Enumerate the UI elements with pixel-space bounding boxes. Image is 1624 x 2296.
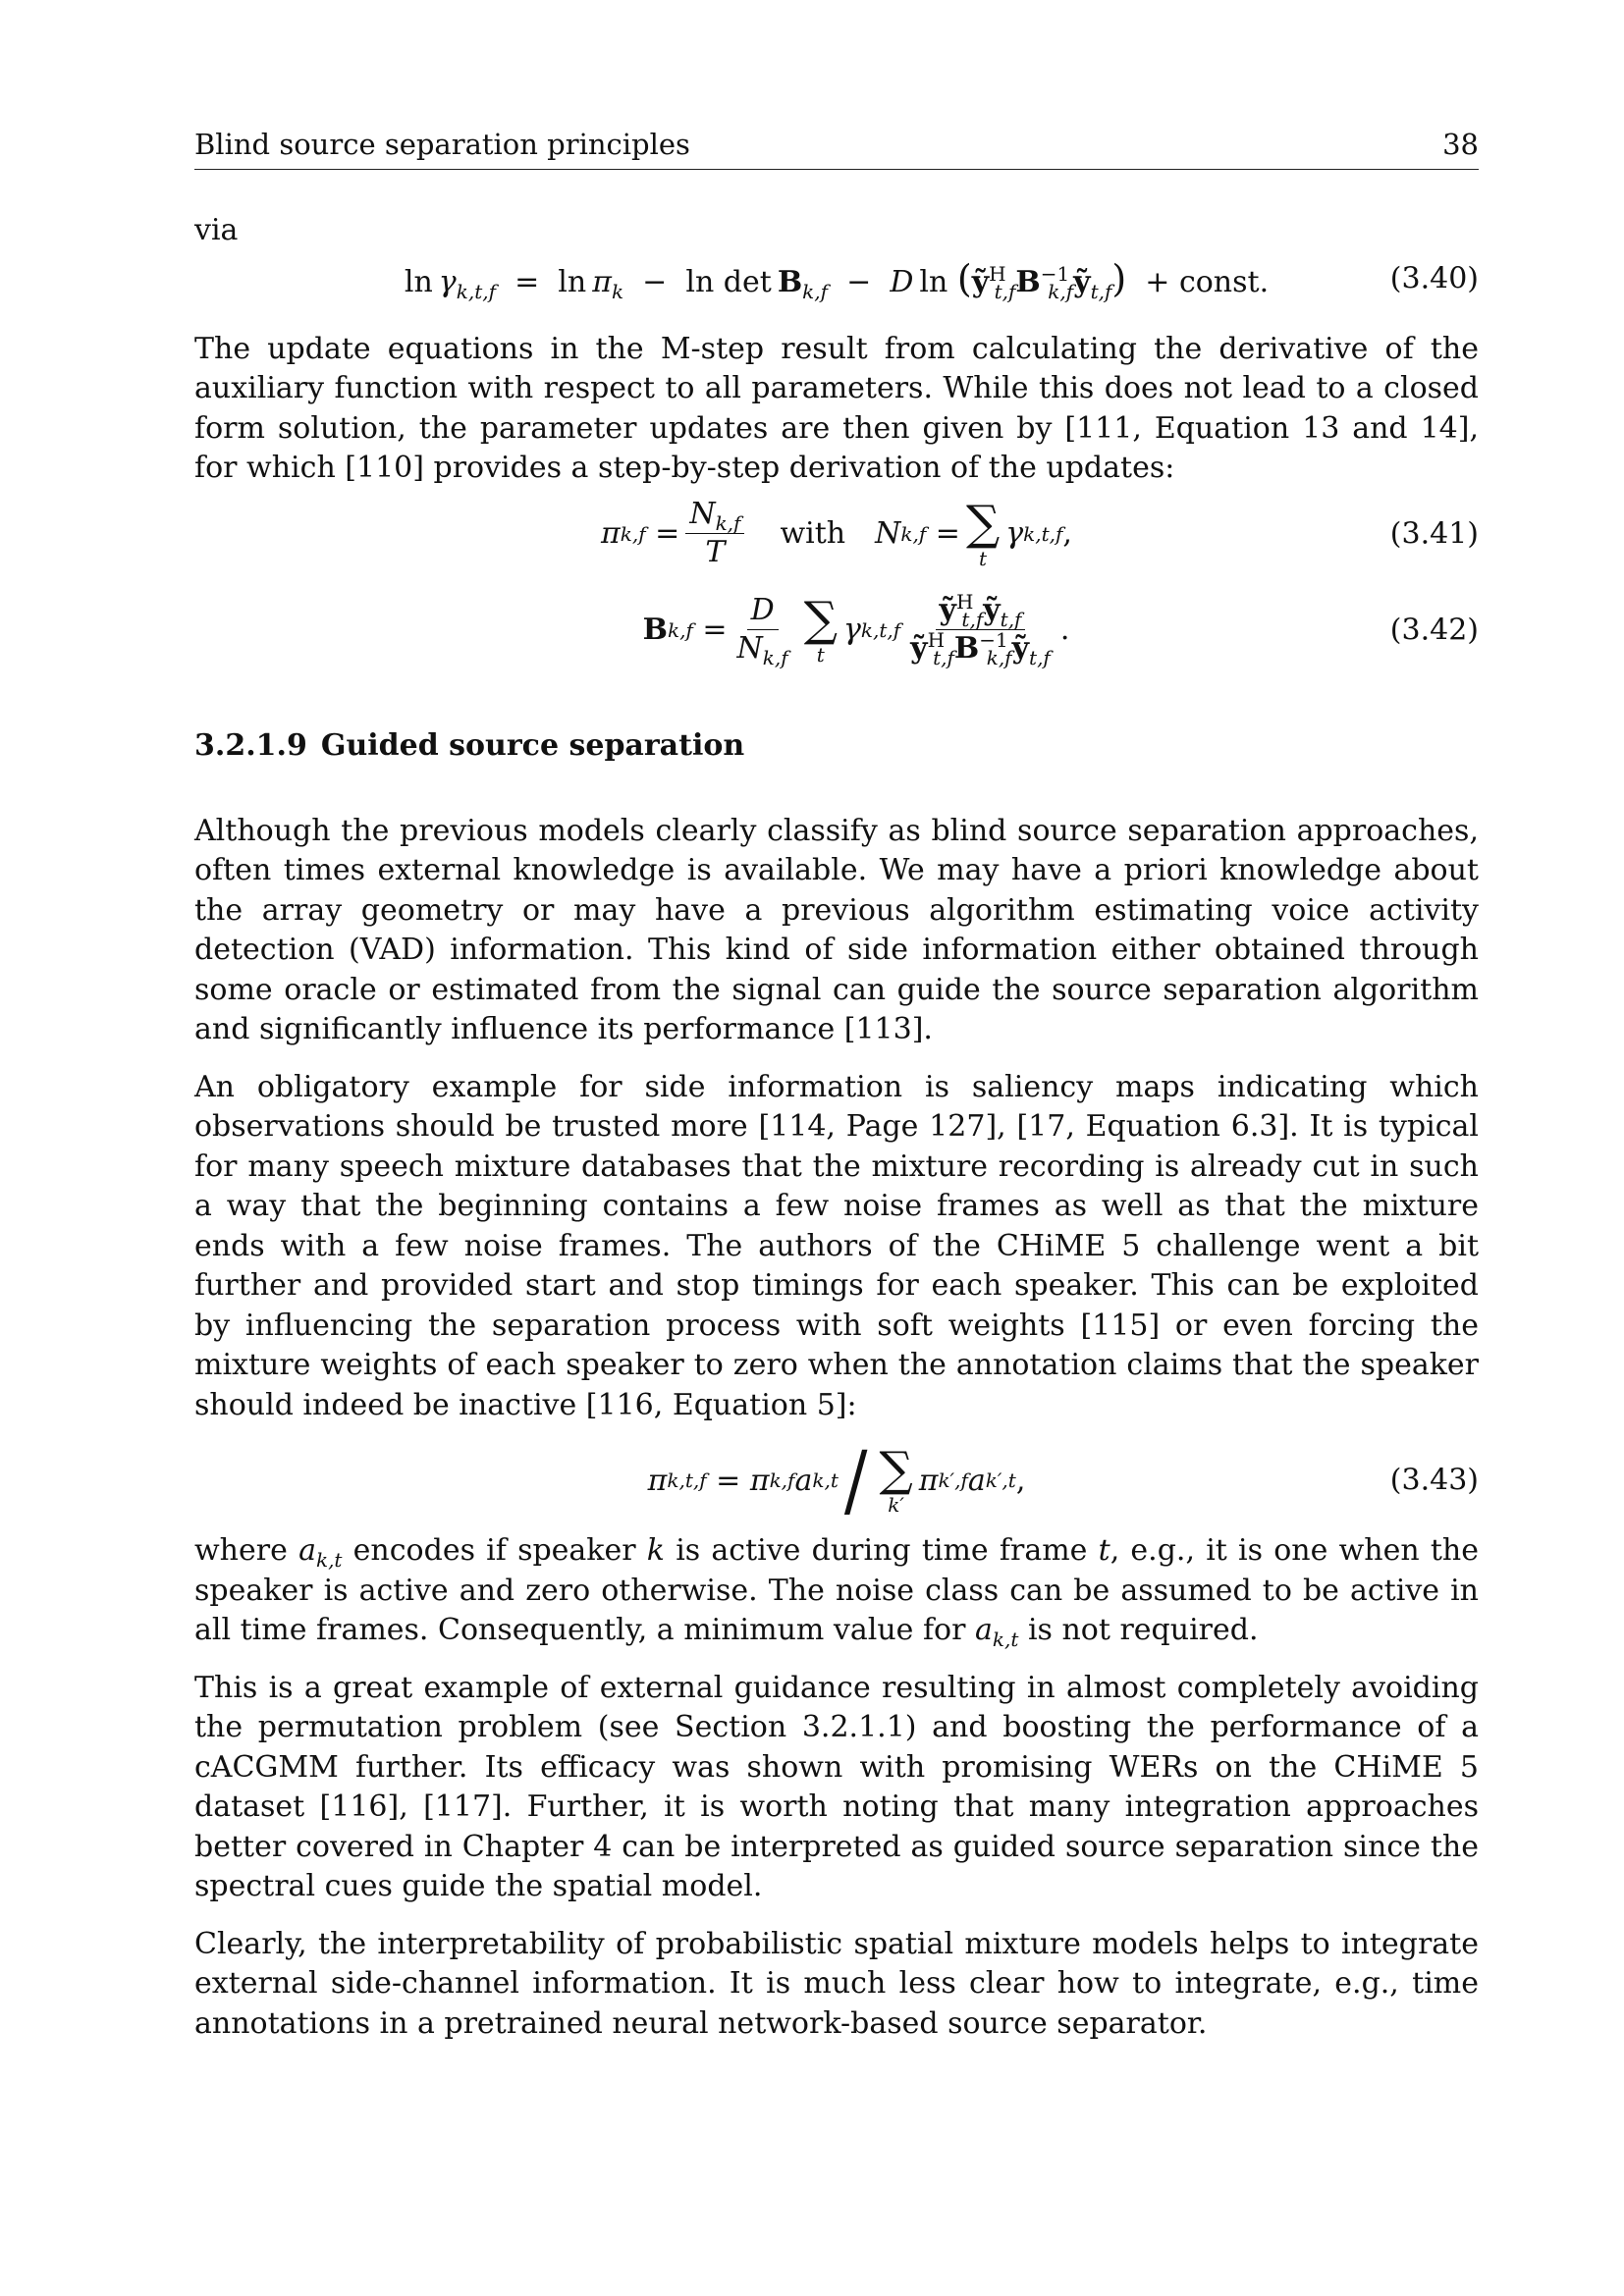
- running-header: [194, 128, 1479, 170]
- const-term: + const.: [1145, 264, 1270, 299]
- paragraph-side-information: An obligatory example for side information is saliency maps indicating which observations should be trusted more [114, Page 127], [17, Equation 6.3]. It is typical for many speech mixture databases that the mixture recording is already cut in such a way that the beginning contains a few noise frames as well as that the mixture ends with a few noise frames. The authors of the CHiME 5 challenge went a bit further and provided start and stop timings for each speaker. This can be exploited by influencing the separation process with soft weights [115] or even forcing the mixture weights of each speaker to zero when the annotation claims that the speaker should indeed be inactive [116, Equation 5]:: [194, 1069, 1479, 1422]
- paragraph-external-guidance: This is a great example of external guidance resulting in almost completely avoiding the permutation problem (see Section 3.2.1.1) and boosting the performance of a cACGMM further. Its efficacy was shown with promising WERs on the CHiME 5 dataset [116], [117]. Further, it is worth noting that many integration approaches better covered in Chapter 4 can be interpreted as guided source separation since the spectral cues guide the spatial model.: [194, 1670, 1479, 1903]
- fraction: $\frac{ỹ^H_{t,f}ỹ_{t,f}}{ỹ^H_{t,f}B^{-1}_{k,f}ỹ_{t,f}}$: [910, 589, 1051, 669]
- summation: ∑ t: [803, 591, 838, 667]
- equation-3-40-body: $\ln \gamma_{k,t,f} = \ln \pi_k - \ln \det B_{k,f} - D$ $\ln (ỹ^H_{t,f}B^{-1}_{k,f}ỹ_{t,f})$ + const.: [404, 256, 1270, 303]
- section-title: Guided source separation: [320, 727, 745, 763]
- page-number: 38: [1442, 128, 1479, 161]
- sum-index: t: [816, 642, 825, 667]
- header-title: Blind source separation principles: [194, 128, 690, 161]
- section-heading: [194, 728, 1479, 763]
- paragraph-where: where $a_{k,t}$ encodes if speaker k is active during time frame t, e.g., it is one when the speaker is active and zero otherwise. The noise class can be assumed to be active in all time frames. Consequently, a minimum value for $a_{k,t}$ is not required.: [194, 1533, 1479, 1651]
- document-page: [194, 128, 1479, 2044]
- fraction: $\frac{D}{N_{k,f}}$: [736, 592, 788, 669]
- equation-3-42-body: B k,f = $\frac{D}{N_{k,f}}$ ∑ t γ k,t,f $\frac{ỹ^H_{t,f}ỹ_{t,f}}{ỹ^H_{t,f}B^{-1}_{k,f}ỹ_{t,f}}$ .: [642, 589, 1070, 669]
- equation-number: (3.41): [1389, 516, 1479, 551]
- equation-number: (3.43): [1389, 1463, 1479, 1498]
- paragraph-m-step: The update equations in the M-step result from calculating the derivative of the auxiliary function with respect to all parameters. While this does not lead to a closed form solution, the parameter updates are then given by [111, Equation 13 and 14], for which [110] provides a step-by-step derivation of the updates:: [194, 331, 1479, 485]
- equation-number: (3.42): [1389, 613, 1479, 647]
- equation-3-40: [194, 256, 1479, 303]
- paragraph-interpretability: Clearly, the interpretability of probabilistic spatial mixture models helps to integrate external side-channel information. It is much less clear how to integrate, e.g., time annotations in a pretrained neural network-based source separator.: [194, 1926, 1479, 2041]
- equation-number: (3.40): [1389, 261, 1479, 295]
- section-number: 3.2.1.9: [194, 727, 307, 763]
- equation-3-41-body: π k,f = $\frac{N_{k,f}}{T}$ with N k,f = ∑ t γ k,t,f ,: [601, 495, 1072, 570]
- summation: ∑ k′: [879, 1442, 913, 1517]
- paragraph-guided-intro: Although the previous models clearly classify as blind source separation approaches, often times external knowledge is available. We may have a priori knowledge about the array geometry or may have a previous algorithm estimating voice activity detection (VAD) information. This kind of side information either obtained through some oracle or estimated from the signal can guide the source separation algorithm and significantly influence its performance [113].: [194, 813, 1479, 1046]
- equation-3-43: [194, 1433, 1479, 1527]
- equation-3-41: [194, 493, 1479, 575]
- paragraph-via: via: [194, 213, 239, 247]
- equation-3-43-body: π k,t,f = π k,f a k,t / ∑ k′ π k′,f a k′,t ,: [647, 1433, 1026, 1527]
- fraction: $\frac{N_{k,f}}{T}$: [685, 498, 744, 570]
- sum-index: t: [979, 546, 988, 570]
- summation: ∑ t: [965, 495, 1001, 570]
- equation-3-42: [194, 581, 1479, 679]
- with-word: with: [780, 516, 846, 551]
